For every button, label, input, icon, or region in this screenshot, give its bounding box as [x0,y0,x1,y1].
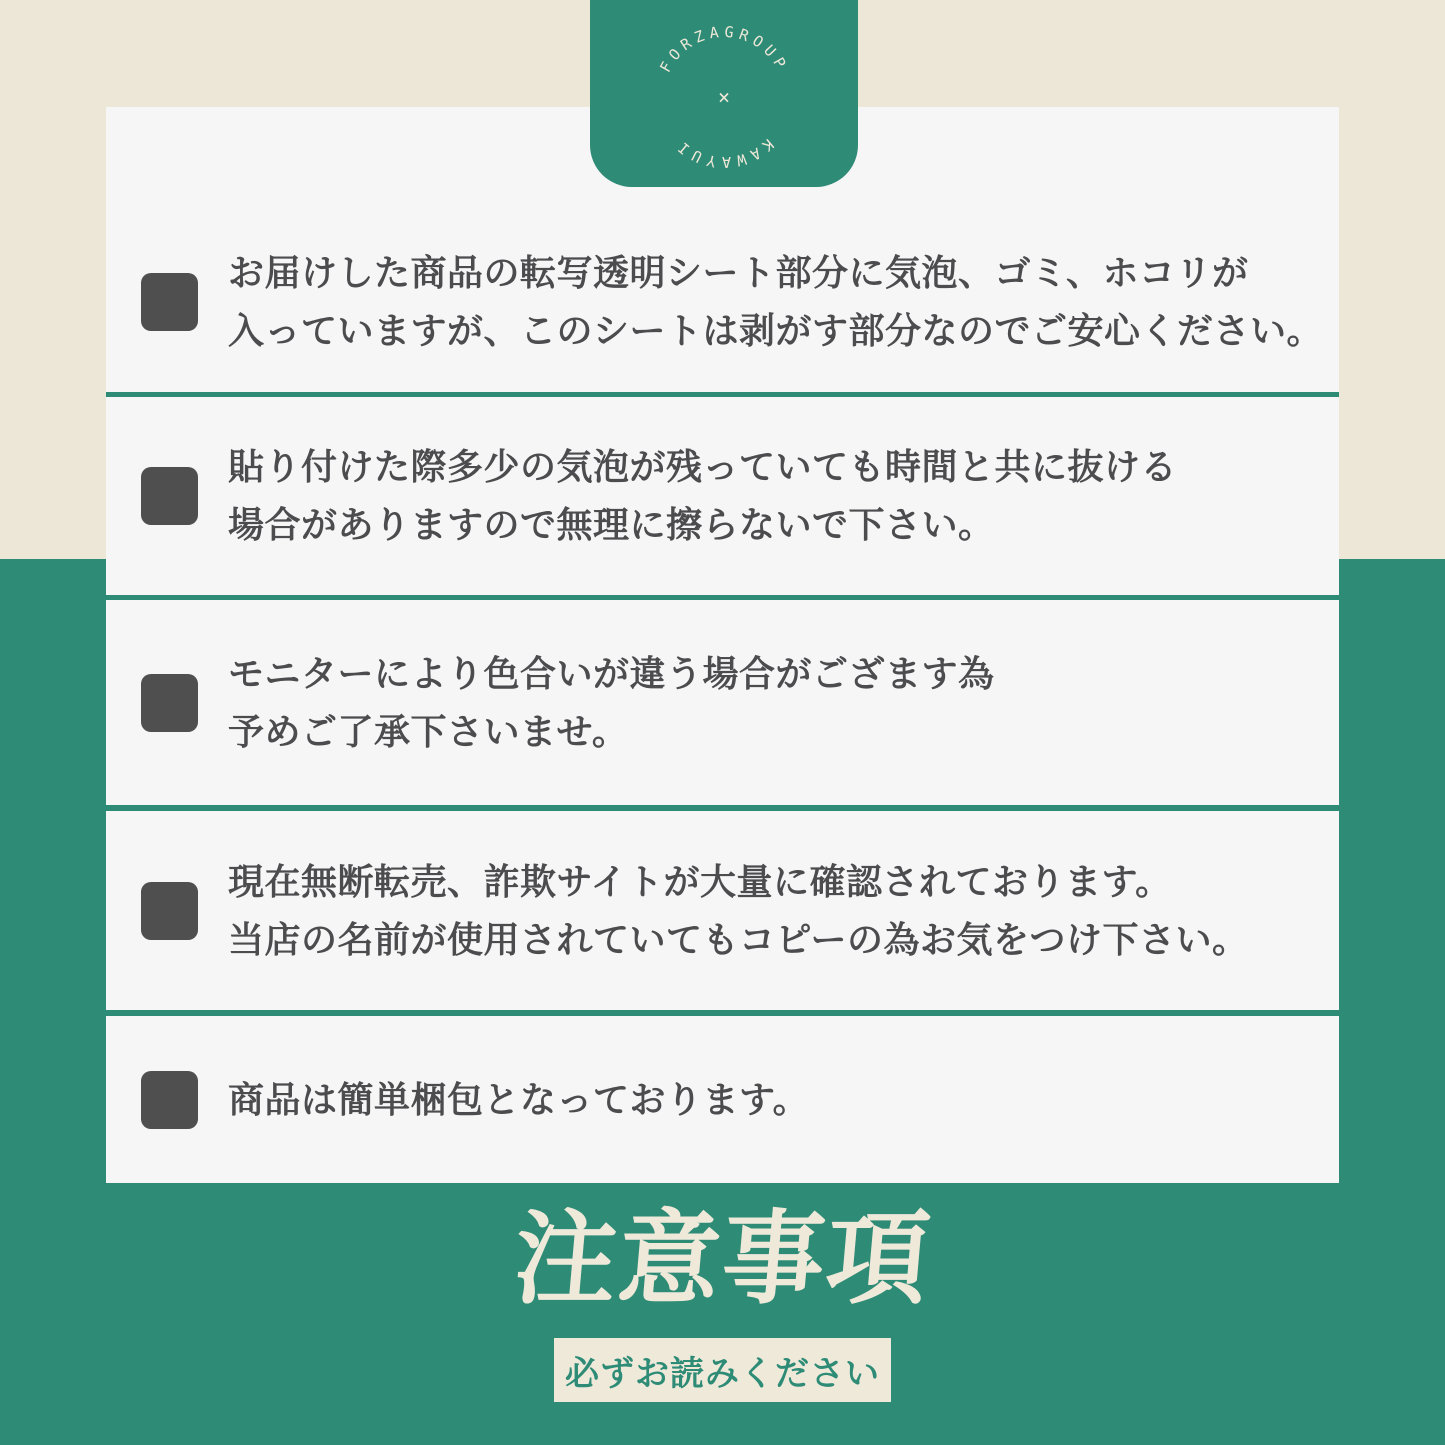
logo-arc-bottom-text: KAWAYUI [670,135,778,171]
brand-badge [590,0,858,187]
check-square-icon [141,467,198,525]
notice-line: 場合がありますので無理に擦らないで下さい。 [228,504,995,545]
notice-row [106,397,1339,595]
notice-text [228,645,995,761]
check-square-icon [141,273,198,331]
notice-text [228,1071,809,1129]
check-square-icon [141,882,198,940]
notice-row [106,600,1339,805]
check-square-icon [141,1071,198,1129]
notice-line: 当店の名前が使用されていてもコピーの為お気をつけ下さい。 [228,918,1249,960]
notice-text [228,438,1177,554]
check-square-icon [141,674,198,732]
notice-text [228,853,1249,969]
circular-logo [590,0,858,187]
footer-title: 注意事項 [509,1202,936,1316]
notice-line: 貼り付けた際多少の気泡が残っていても時間と共に抜ける [228,446,1178,487]
notice-line: お届けした商品の転写透明シート部分に気泡、ゴミ、ホコリが [228,251,1249,293]
notice-line: 現在無断転売、詐欺サイトが大量に確認されております。 [228,860,1172,902]
notice-line: 入っていますが、このシートは剥がす部分なのでご安心ください。 [228,309,1324,351]
read-notice-label: 必ずお読みください [565,1354,880,1393]
notice-line: モニターにより色合いが違う場合がござます為 [228,652,995,694]
notice-line: 予めご了承下さいませ。 [228,710,629,752]
notice-line: 商品は簡単梱包となっております。 [228,1078,810,1120]
notice-text [228,244,1323,360]
logo-x-mark: × [717,85,731,109]
notice-row [106,1016,1339,1183]
read-notice-badge [554,1338,891,1402]
notice-row [106,811,1339,1010]
logo-arc-top-text: FORZAGROUP [656,22,792,76]
notice-panel [106,107,1339,1183]
